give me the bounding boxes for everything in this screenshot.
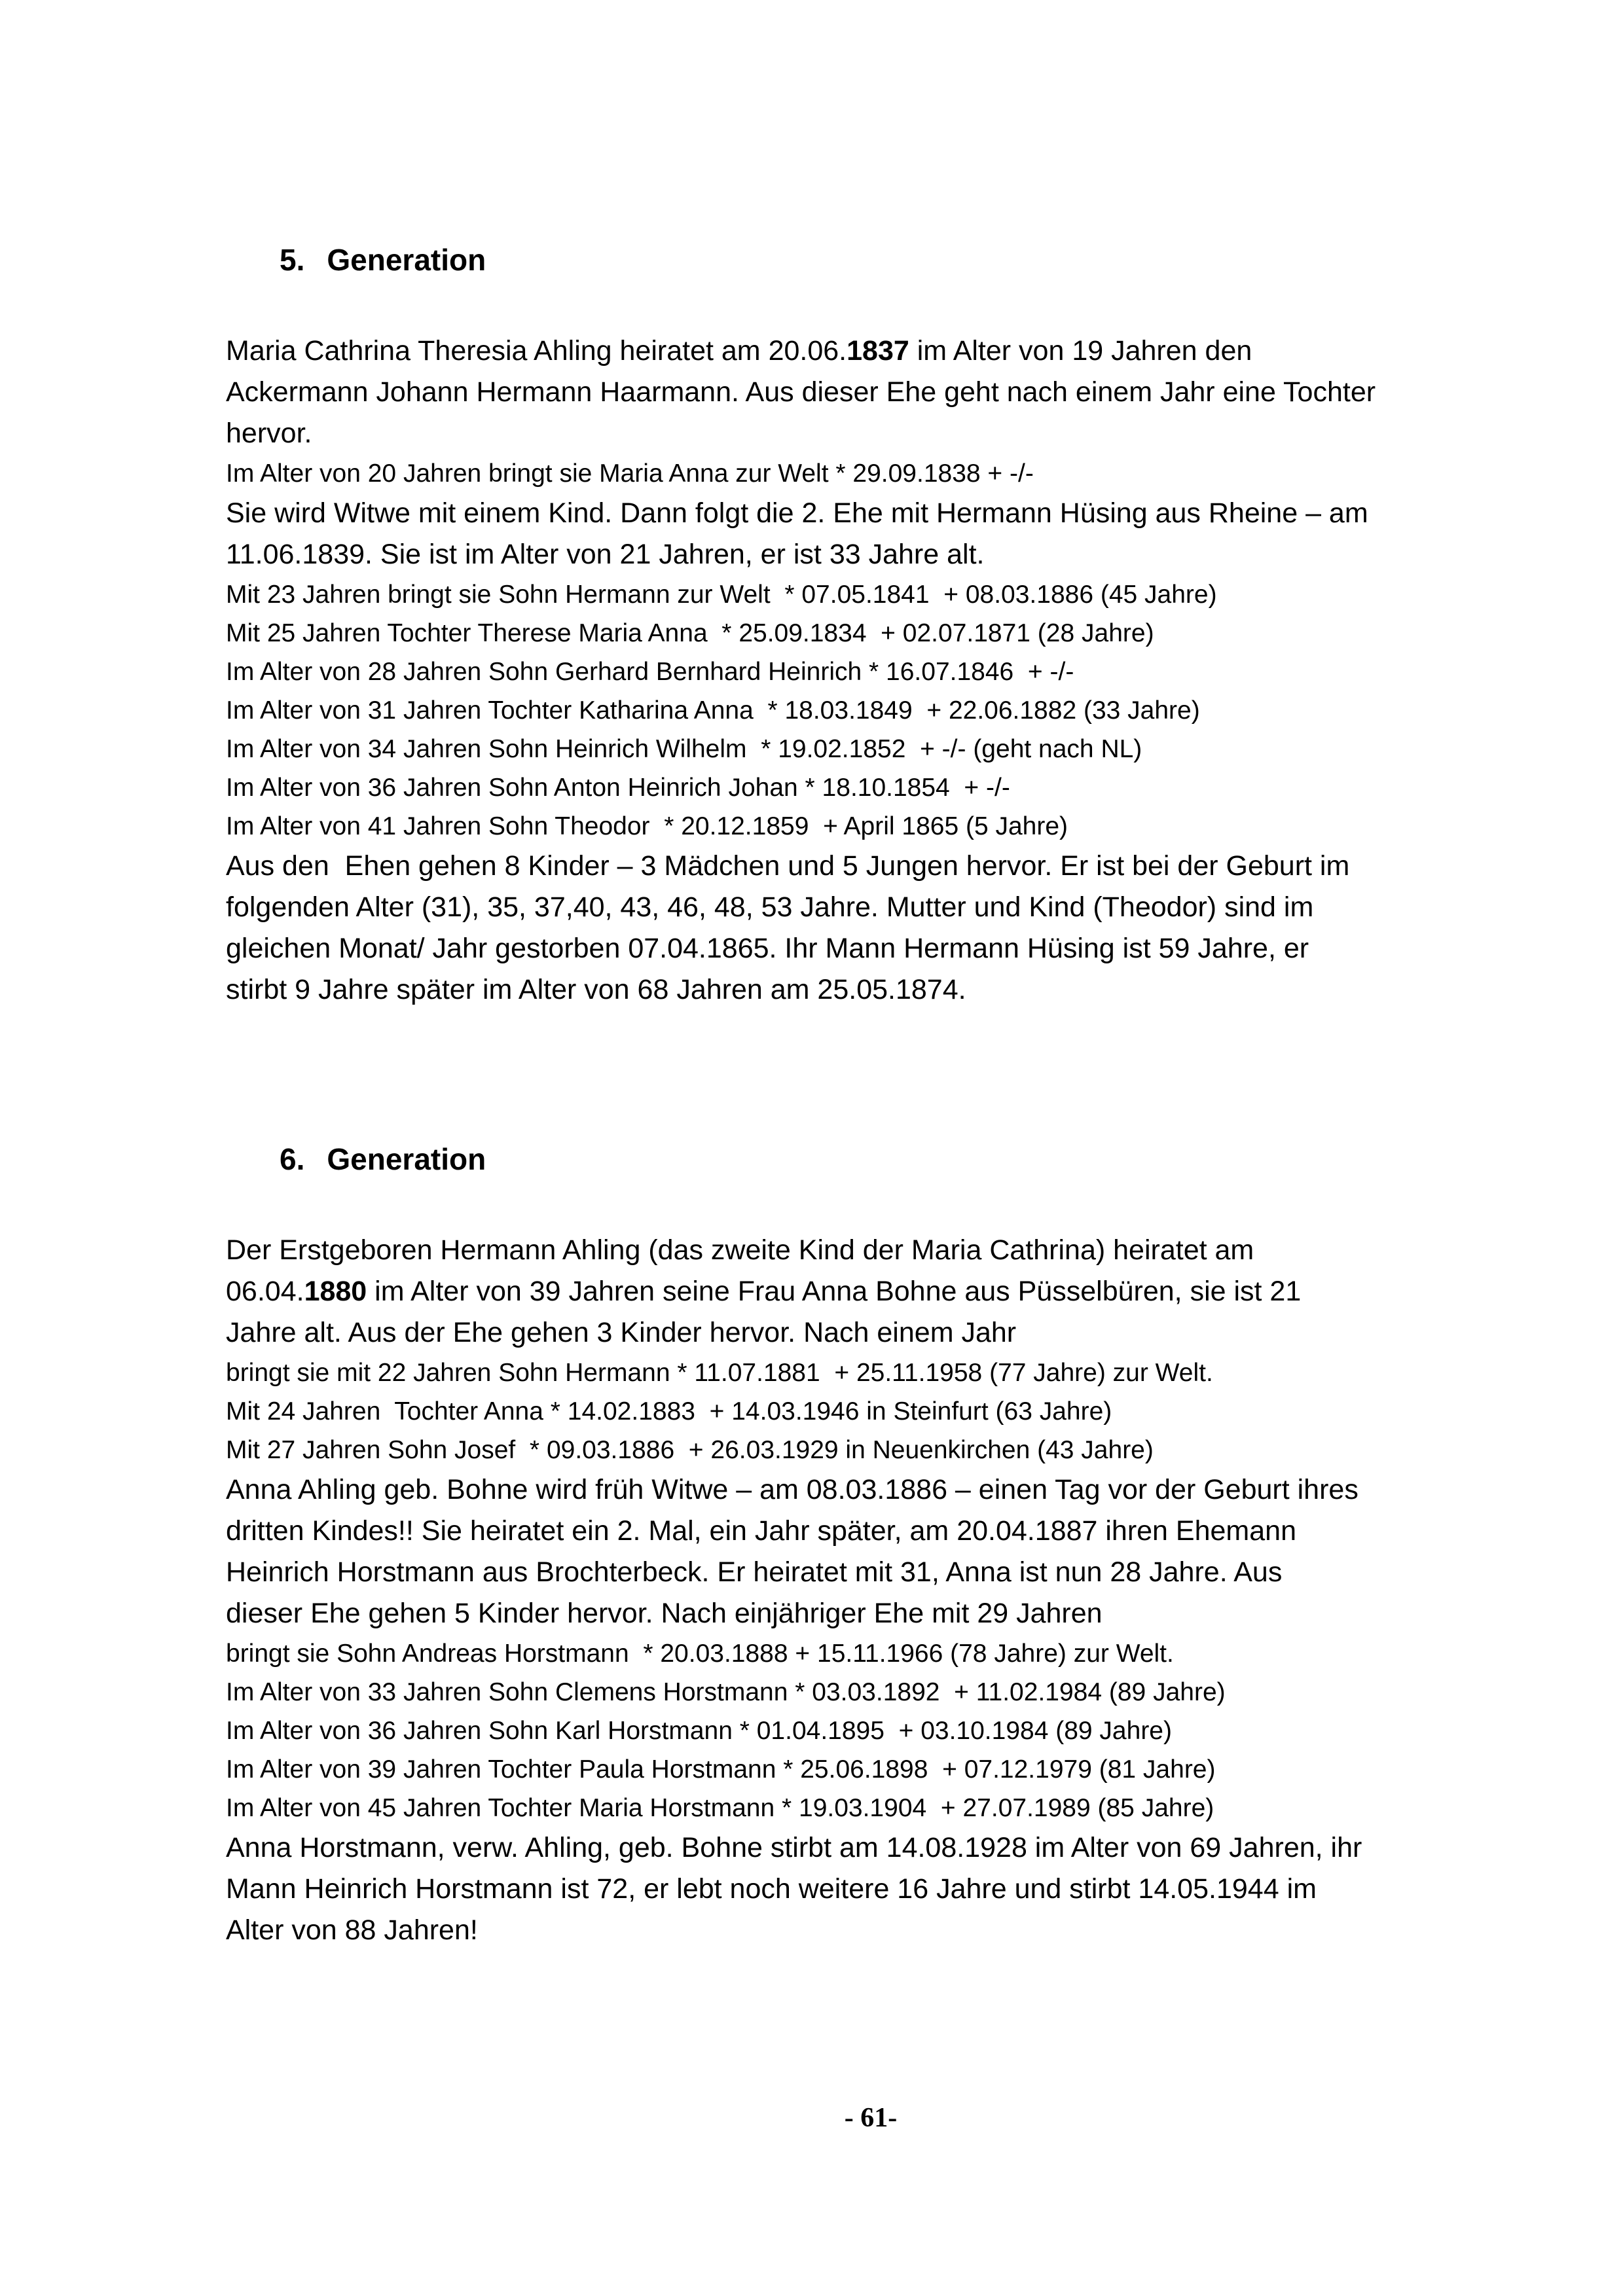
text-segment: Im Alter von 45 Jahren Tochter Maria Horstmann * 19.03.1904 + 27.07.1989 (85 Jahre) xyxy=(226,1794,1214,1822)
text-line xyxy=(226,807,1529,846)
text-line xyxy=(226,730,1529,768)
text-line xyxy=(226,768,1529,807)
heading-label: Generation xyxy=(327,243,486,277)
text-line xyxy=(226,1827,1529,1869)
text-line xyxy=(226,413,1529,454)
bold-text-segment: 1837 xyxy=(847,335,909,367)
text-segment: Sie wird Witwe mit einem Kind. Dann folgt die 2. Ehe mit Hermann Hüsing aus Rheine – am xyxy=(226,497,1368,529)
text-line xyxy=(226,493,1529,534)
text-segment: dieser Ehe gehen 5 Kinder hervor. Nach einjähriger Ehe mit 29 Jahren xyxy=(226,1598,1103,1629)
text-segment: dritten Kindes!! Sie heiratet ein 2. Mal, ein Jahr später, am 20.04.1887 ihren Ehemann xyxy=(226,1515,1296,1547)
text-segment: Aus den Ehen gehen 8 Kinder – 3 Mädchen und 5 Jungen hervor. Er ist bei der Geburt im xyxy=(226,850,1350,882)
text-line xyxy=(226,372,1529,413)
text-segment: Im Alter von 34 Jahren Sohn Heinrich Wilhelm * 19.02.1852 + -/- (geht nach NL) xyxy=(226,735,1142,763)
text-line xyxy=(226,454,1529,493)
text-line xyxy=(226,1392,1529,1431)
text-line xyxy=(226,1750,1529,1789)
heading-label: Generation xyxy=(327,1142,486,1176)
text-line xyxy=(226,969,1529,1011)
text-line xyxy=(226,1230,1529,1271)
text-segment: bringt sie Sohn Andreas Horstmann * 20.03.1888 + 15.11.1966 (78 Jahre) zur Welt. xyxy=(226,1640,1174,1668)
text-line xyxy=(226,846,1529,887)
text-segment: gleichen Monat/ Jahr gestorben 07.04.1865. Ihr Mann Hermann Hüsing ist 59 Jahre, er xyxy=(226,933,1309,964)
text-segment: Anna Ahling geb. Bohne wird früh Witwe – am 08.03.1886 – einen Tag vor der Geburt ihres xyxy=(226,1474,1359,1505)
page-number: - 61- xyxy=(844,2103,898,2133)
text-segment: Ackermann Johann Hermann Haarmann. Aus dieser Ehe geht nach einem Jahr eine Tochter xyxy=(226,376,1376,408)
text-segment: Im Alter von 31 Jahren Tochter Katharina Anna * 18.03.1849 + 22.06.1882 (33 Jahre) xyxy=(226,696,1200,725)
text-line xyxy=(226,331,1529,372)
text-line xyxy=(226,1469,1529,1511)
text-line xyxy=(226,1789,1529,1827)
bold-text-segment: 1880 xyxy=(304,1276,367,1307)
text-segment: im Alter von 39 Jahren seine Frau Anna Bohne aus Püsselbüren, sie ist 21 xyxy=(367,1276,1302,1307)
text-line xyxy=(226,1431,1529,1469)
text-segment: Jahre alt. Aus der Ehe gehen 3 Kinder hervor. Nach einem Jahr xyxy=(226,1317,1017,1348)
text-segment: Im Alter von 36 Jahren Sohn Karl Horstmann * 01.04.1895 + 03.10.1984 (89 Jahre) xyxy=(226,1717,1172,1745)
text-segment: Im Alter von 33 Jahren Sohn Clemens Horstmann * 03.03.1892 + 11.02.1984 (89 Jahre) xyxy=(226,1678,1226,1706)
text-line xyxy=(226,1552,1529,1593)
text-line xyxy=(226,1511,1529,1552)
text-segment: Im Alter von 41 Jahren Sohn Theodor * 20.12.1859 + April 1865 (5 Jahre) xyxy=(226,812,1068,840)
text-segment: 06.04. xyxy=(226,1276,304,1307)
text-line xyxy=(226,1673,1529,1712)
text-segment: Mit 24 Jahren Tochter Anna * 14.02.1883 + 14.03.1946 in Steinfurt (63 Jahre) xyxy=(226,1397,1112,1426)
section-generation-6 xyxy=(226,1139,1529,1951)
section-generation-5 xyxy=(226,240,1529,1011)
text-line xyxy=(226,1869,1529,1910)
section-lines xyxy=(226,1230,1529,1951)
text-segment: Im Alter von 28 Jahren Sohn Gerhard Bernhard Heinrich * 16.07.1846 + -/- xyxy=(226,658,1074,686)
text-line xyxy=(226,653,1529,691)
text-segment: Mit 25 Jahren Tochter Therese Maria Anna * 25.09.1834 + 02.07.1871 (28 Jahre) xyxy=(226,619,1154,647)
text-line xyxy=(226,928,1529,969)
section-heading xyxy=(226,240,1529,281)
text-line xyxy=(226,1312,1529,1354)
text-segment: Mit 27 Jahren Sohn Josef * 09.03.1886 + 26.03.1929 in Neuenkirchen (43 Jahre) xyxy=(226,1436,1154,1464)
text-segment: Der Erstgeboren Hermann Ahling (das zweite Kind der Maria Cathrina) heiratet am xyxy=(226,1234,1254,1266)
text-line xyxy=(226,1593,1529,1634)
text-line xyxy=(226,1634,1529,1673)
text-line xyxy=(226,1712,1529,1750)
text-segment: bringt sie mit 22 Jahren Sohn Hermann * 11.07.1881 + 25.11.1958 (77 Jahre) zur Welt. xyxy=(226,1359,1213,1387)
text-line xyxy=(226,887,1529,928)
heading-number: 6. xyxy=(280,1142,305,1176)
text-line xyxy=(226,614,1529,653)
text-line xyxy=(226,691,1529,730)
text-segment: 11.06.1839. Sie ist im Alter von 21 Jahren, er ist 33 Jahre alt. xyxy=(226,539,985,570)
section-heading xyxy=(226,1139,1529,1180)
text-segment: Maria Cathrina Theresia Ahling heiratet am 20.06. xyxy=(226,335,847,367)
text-line xyxy=(226,534,1529,575)
text-segment: Anna Horstmann, verw. Ahling, geb. Bohne stirbt am 14.08.1928 im Alter von 69 Jahren, ihr xyxy=(226,1832,1362,1863)
text-segment: Im Alter von 20 Jahren bringt sie Maria Anna zur Welt * 29.09.1838 + -/- xyxy=(226,459,1034,488)
text-segment: Alter von 88 Jahren! xyxy=(226,1914,478,1946)
text-segment: Im Alter von 36 Jahren Sohn Anton Heinrich Johan * 18.10.1854 + -/- xyxy=(226,774,1010,802)
text-line xyxy=(226,575,1529,614)
section-lines xyxy=(226,331,1529,1011)
text-segment: Heinrich Horstmann aus Brochterbeck. Er heiratet mit 31, Anna ist nun 28 Jahre. Aus xyxy=(226,1556,1283,1588)
text-segment: stirbt 9 Jahre später im Alter von 68 Jahren am 25.05.1874. xyxy=(226,974,966,1005)
text-segment: folgenden Alter (31), 35, 37,40, 43, 46, 48, 53 Jahre. Mutter und Kind (Theodor) sind im xyxy=(226,891,1314,923)
text-line xyxy=(226,1910,1529,1951)
text-line xyxy=(226,1354,1529,1392)
text-segment: Mit 23 Jahren bringt sie Sohn Hermann zur Welt * 07.05.1841 + 08.03.1886 (45 Jahre) xyxy=(226,581,1217,609)
text-segment: Mann Heinrich Horstmann ist 72, er lebt noch weitere 16 Jahre und stirbt 14.05.1944 im xyxy=(226,1873,1317,1905)
text-segment: im Alter von 19 Jahren den xyxy=(909,335,1252,367)
text-segment: Im Alter von 39 Jahren Tochter Paula Horstmann * 25.06.1898 + 07.12.1979 (81 Jahre) xyxy=(226,1755,1216,1784)
text-segment: hervor. xyxy=(226,418,312,449)
heading-number: 5. xyxy=(280,243,305,277)
text-line xyxy=(226,1271,1529,1312)
